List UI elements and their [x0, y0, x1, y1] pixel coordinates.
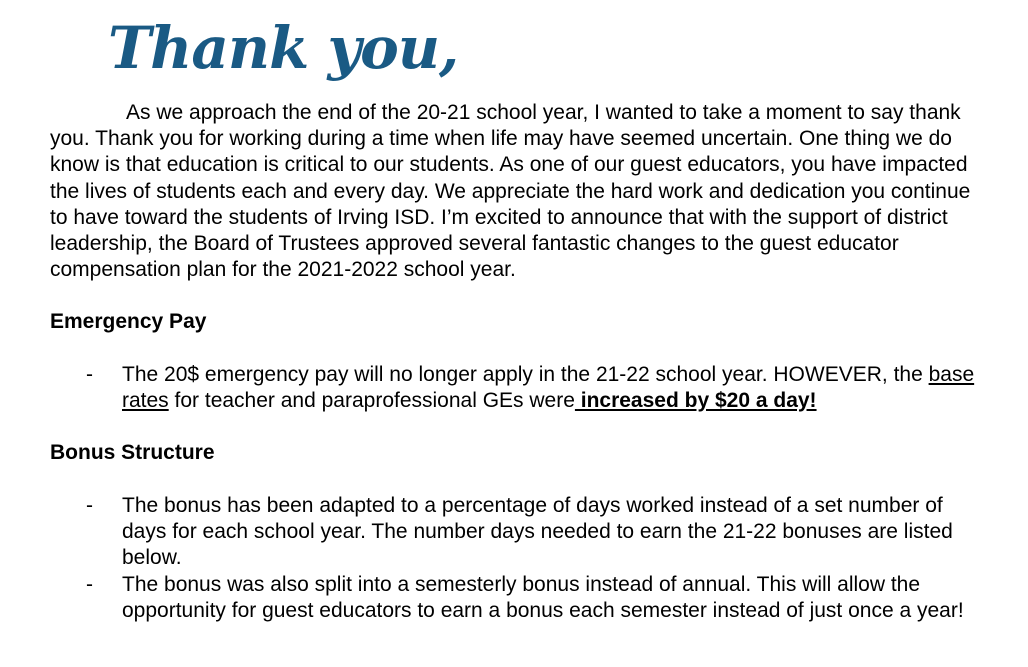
increase-emphasis: increased by $20 a day! — [574, 389, 817, 413]
bonus-structure-list — [86, 493, 986, 624]
bullet-dash: - — [86, 494, 93, 517]
bonus-structure-title: Bonus Structure — [50, 441, 215, 464]
base-rates-text: base rates — [122, 363, 975, 413]
list-item — [86, 493, 986, 572]
bullet-dash: - — [86, 363, 93, 386]
intro-paragraph: As we approach the end of the 20-21 school year, I wanted to take a moment to say thank you. Thank you for working during a time when life may have seemed uncertain. One thing we do know is that education is critical to our students. As one of our guest educators, you have impacted the lives of students each and every day. We appreciate the hard work and dedication you continue to have toward the students of Irving ISD. I’m excited to announce that with the support of district leadership, the Board of Trustees approved several fantastic changes to the guest educator compensation plan for the 2021-2022 school year. — [50, 101, 971, 282]
bonus-item-text: The bonus was also split into a semesterly bonus instead of annual. This will allow the opportunity for guest educators to earn a bonus each semester instead of just once a year! — [122, 572, 964, 622]
emergency-pay-text-2: for teacher and paraprofessional GEs were — [168, 389, 575, 413]
bonus-item-text: The bonus has been adapted to a percentage of days worked instead of a set number of days for each school year. The number days needed to earn the 21-22 bonuses are listed below. — [122, 494, 953, 570]
emergency-pay-title: Emergency Pay — [50, 310, 207, 333]
thank-you-heading: Thank you, — [108, 14, 459, 82]
list-item — [86, 572, 986, 624]
bullet-dash: - — [86, 572, 93, 596]
list-item — [86, 362, 986, 414]
emergency-pay-text-1: The 20$ emergency pay will no longer apply in the 21-22 school year. HOWEVER, the — [122, 363, 929, 386]
emergency-pay-list — [86, 362, 986, 414]
